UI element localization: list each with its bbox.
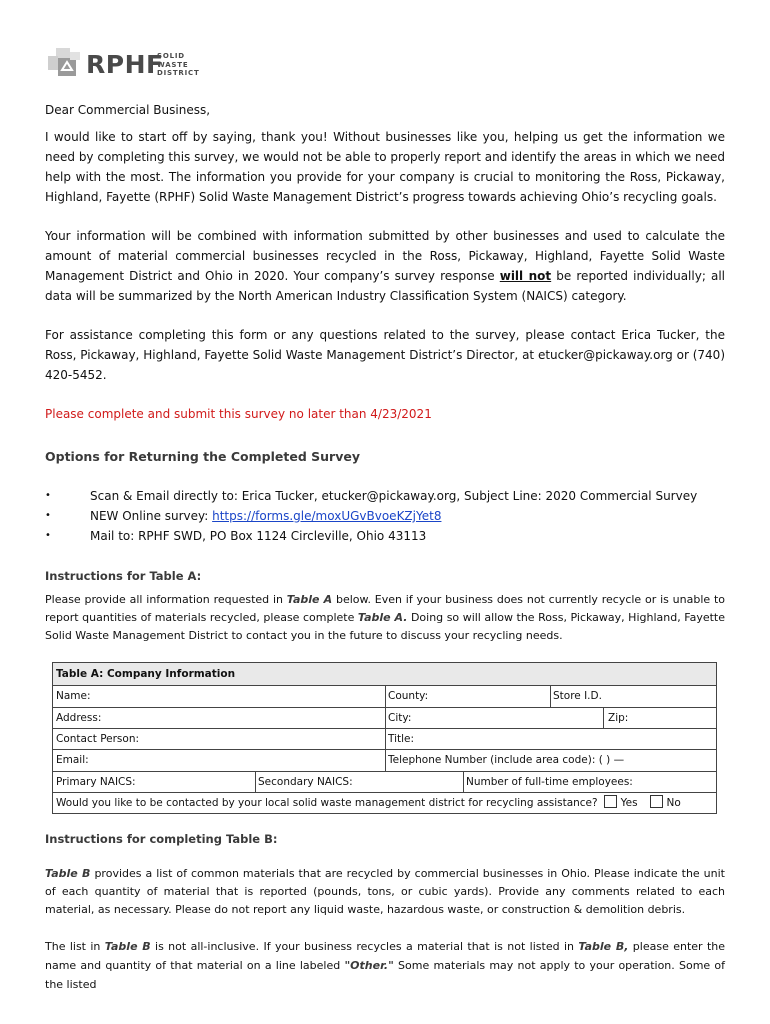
no-label: No: [666, 797, 681, 809]
table-a-title: Table A: Company Information: [53, 663, 716, 686]
district-logo: [48, 48, 208, 82]
salutation: Dear Commercial Business,: [45, 103, 211, 117]
logo-subtitle: SOLID WASTE DISTRICT: [157, 52, 200, 77]
online-survey-link[interactable]: https://forms.gle/moxUGvBvoeKZjYet8: [212, 509, 442, 523]
table-a-instructions-heading: Instructions for Table A:: [45, 569, 202, 583]
address-field[interactable]: Address:: [56, 712, 102, 724]
will-not-emphasis: will not: [499, 269, 552, 283]
contact-question: Would you like to be contacted by your local solid waste management district for recycling assistance?: [56, 797, 598, 809]
name-field[interactable]: Name:: [56, 690, 91, 702]
option-mail: • Mail to: RPHF SWD, PO Box 1124 Circleville, Ohio 43113: [45, 529, 427, 543]
table-a-instructions: Please provide all information requested in Table A below. Even if your business does not currently recycle or is unable to report quantities of materials recycled, please complete Table A. Doing so will allow the Ross, Pickaway, Highland, Fayette Solid Waste Management District to contact you in the future to discuss your recycling needs.: [45, 593, 725, 642]
option-online: • NEW Online survey: https://forms.gle/moxUGvBvoeKZjYet8: [45, 509, 442, 523]
table-b-instructions-heading: Instructions for completing Table B:: [45, 832, 278, 846]
assistance-paragraph: For assistance completing this form or any questions related to the survey, please contact Erica Tucker, the Ross, Pickaway, Highland, Fayette Solid Waste Management District’s Director, at etucker@pickaway.org or (740) 420-5452.: [45, 328, 725, 382]
logo-brand: RPHF: [86, 50, 164, 79]
city-field[interactable]: City:: [388, 712, 412, 724]
options-list: [45, 486, 697, 546]
intro-paragraph: I would like to start off by saying, thank you! Without businesses like you, helping us get the information we need by completing this survey, we would not be able to properly report and identify the areas in which we need help with the most. The information you provide for your company is crucial to monitoring the Ross, Pickaway, Highland, Fayette (RPHF) Solid Waste Management District’s progress towards achieving Ohio’s recycling goals.: [45, 130, 725, 204]
company-information-table: [52, 662, 717, 814]
county-field[interactable]: County:: [388, 690, 429, 702]
no-checkbox[interactable]: [650, 795, 663, 808]
table-b-other-instructions: The list in Table B is not all-inclusive. If your business recycles a material that is not listed in Table B, please enter the name and quantity of that material on a line labeled "Other." Some materials may not apply to your operation. Some of the listed: [45, 940, 725, 991]
options-heading: Options for Returning the Completed Survey: [45, 449, 360, 464]
title-field[interactable]: Title:: [388, 733, 415, 745]
zip-field[interactable]: Zip:: [608, 712, 629, 724]
recycle-logo-icon: [48, 48, 84, 80]
contact-person-field[interactable]: Contact Person:: [56, 733, 140, 745]
table-b-instructions: Table B provides a list of common materials that are recycled by commercial businesses in Ohio. Please indicate the unit of each quantity of material that is reported (pounds, tons, or cubic yards). Provide any comments related to each material, as necessary. Please do not report any liquid waste, hazardous waste, or construction & demolition debris.: [45, 867, 725, 916]
employees-field[interactable]: Number of full-time employees:: [466, 776, 633, 788]
secondary-naics-field[interactable]: Secondary NAICS:: [258, 776, 353, 788]
email-field[interactable]: Email:: [56, 754, 89, 766]
yes-checkbox[interactable]: [604, 795, 617, 808]
store-id-field[interactable]: Store I.D.: [553, 690, 602, 702]
telephone-field[interactable]: Telephone Number (include area code): ( ) —: [388, 754, 625, 766]
deadline-notice: Please complete and submit this survey no later than 4/23/2021: [45, 407, 432, 421]
confidentiality-paragraph: Your information will be combined with information submitted by other businesses and used to calculate the amount of material commercial businesses recycled in the Ross, Pickaway, Highland, Fayette Solid Waste Management District and Ohio in 2020. Your company’s survey response will not be reported individually; all data will be summarized by the North American Industry Classification System (NAICS) category.: [45, 229, 725, 303]
primary-naics-field[interactable]: Primary NAICS:: [56, 776, 136, 788]
option-email: • Scan & Email directly to: Erica Tucker, etucker@pickaway.org, Subject Line: 2020 Commercial Survey: [45, 489, 698, 503]
contact-question-row: [53, 793, 716, 813]
yes-label: Yes: [620, 797, 638, 809]
